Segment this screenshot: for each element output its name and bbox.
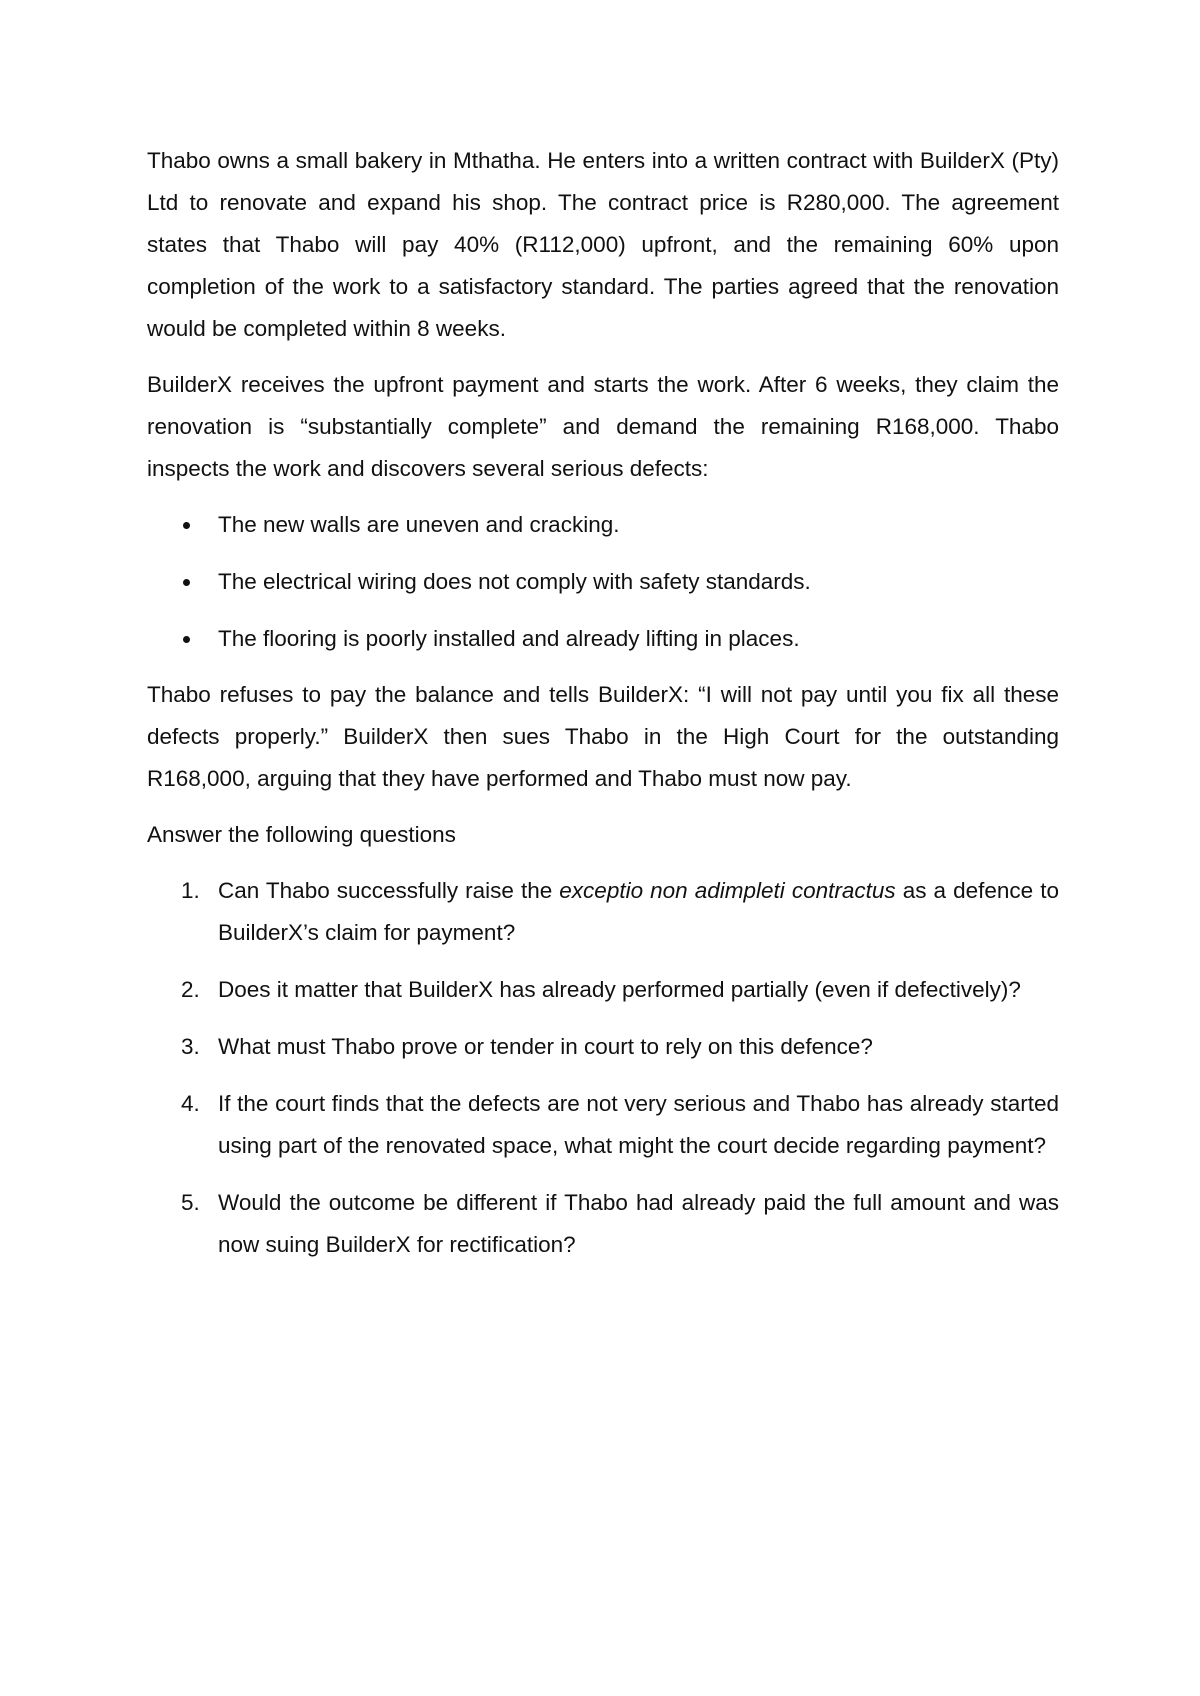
defect-text: The flooring is poorly installed and already lifting in places. [218, 626, 800, 651]
list-item [147, 1083, 1059, 1167]
list-item [147, 1182, 1059, 1266]
question-text: If the court finds that the defects are not very serious and Thabo has already started using part of the renovated space, what might the court decide regarding payment? [218, 1091, 1059, 1158]
list-item [147, 1026, 1059, 1068]
list-item [147, 870, 1059, 954]
paragraph-contract-facts: Thabo owns a small bakery in Mthatha. He enters into a written contract with BuilderX (Pty) Ltd to renovate and expand his shop. The contract price is R280,000. The agreement states that Thabo will pay 40% (R112,000) upfront, and the remaining 60% upon completion of the work to a satisfactory standard. The parties agreed that the renovation would be completed within 8 weeks. [147, 148, 1059, 341]
question-number: 5. [181, 1190, 200, 1215]
paragraph-builder-claim: BuilderX receives the upfront payment and starts the work. After 6 weeks, they claim the renovation is “substantially complete” and demand the remaining R168,000. Thabo inspects the work and discovers several serious defects: [147, 372, 1059, 481]
question-number: 4. [181, 1091, 200, 1116]
bullet-icon [183, 522, 190, 529]
defect-text: The electrical wiring does not comply with safety standards. [218, 569, 811, 594]
document-page [147, 140, 1059, 1266]
question-text: Does it matter that BuilderX has already performed partially (even if defectively)? [218, 977, 1021, 1002]
list-item [147, 969, 1059, 1011]
list-item [147, 504, 1059, 546]
defects-list [147, 504, 1059, 660]
defect-text: The new walls are uneven and cracking. [218, 512, 620, 537]
question-text: Can Thabo successfully raise the exceptio non adimpleti contractus as a defence to BuilderX’s claim for payment? [218, 878, 1059, 945]
question-number: 2. [181, 977, 200, 1002]
question-number: 3. [181, 1034, 200, 1059]
question-text: What must Thabo prove or tender in court to rely on this defence? [218, 1034, 873, 1059]
list-item [147, 561, 1059, 603]
bullet-icon [183, 579, 190, 586]
question-number: 1. [181, 878, 200, 903]
bullet-icon [183, 636, 190, 643]
list-item [147, 618, 1059, 660]
questions-list [147, 870, 1059, 1266]
questions-prompt: Answer the following questions [147, 822, 456, 847]
question-text: Would the outcome be different if Thabo had already paid the full amount and was now suing BuilderX for rectification? [218, 1190, 1059, 1257]
latin-term: exceptio non adimpleti contractus [559, 878, 896, 903]
paragraph-refusal-and-suit: Thabo refuses to pay the balance and tells BuilderX: “I will not pay until you fix all these defects properly.” BuilderX then sues Thabo in the High Court for the outstanding R168,000, arguing that they have performed and Thabo must now pay. [147, 682, 1059, 791]
